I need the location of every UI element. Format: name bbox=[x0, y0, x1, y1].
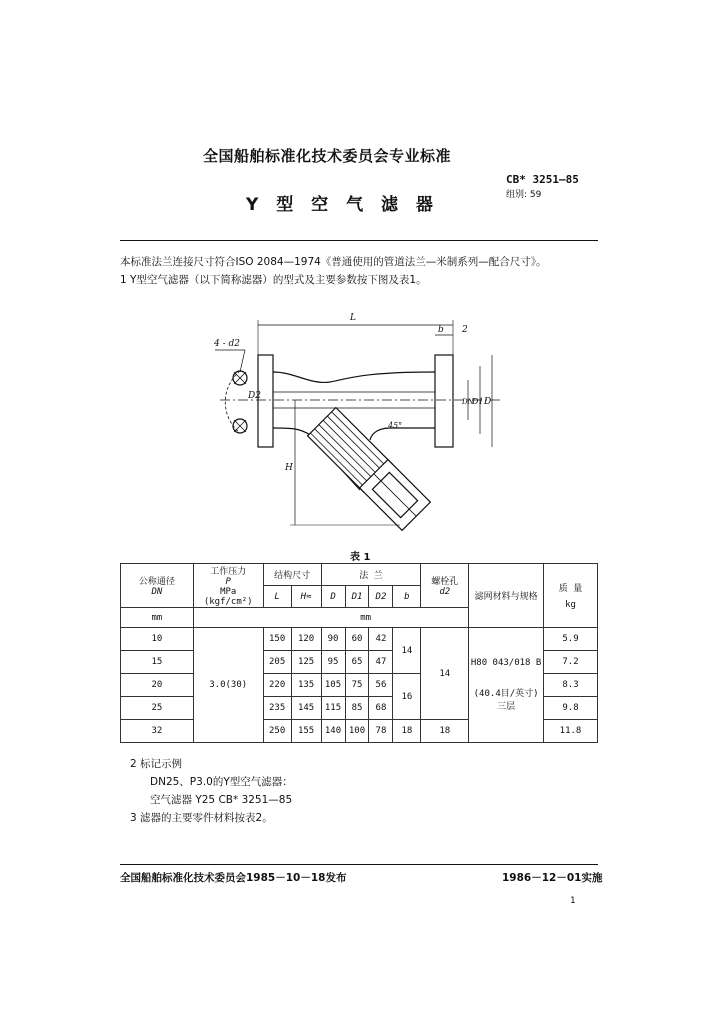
table-row: 15 205 125 95 65 47 7.2 bbox=[121, 651, 598, 674]
intro-text: 本标准法兰连接尺寸符合ISO 2084—1974《普通使用的管道法兰—米制系列—配合尺寸》。 bbox=[120, 256, 547, 268]
th-b: b bbox=[393, 586, 421, 608]
th-dn: 公称通径 DN bbox=[121, 564, 194, 608]
body-top-outline bbox=[273, 372, 435, 382]
d2-14: 14 bbox=[421, 628, 469, 720]
label-4-d2: 4 - d2 bbox=[214, 339, 240, 349]
table-row: 32 250 155 140 100 78 18 18 11.8 bbox=[121, 720, 598, 743]
page-number: 1 bbox=[570, 896, 576, 906]
label-L: L bbox=[350, 313, 356, 323]
th-bolt: 螺栓孔 d2 bbox=[421, 564, 469, 608]
standard-code: CB* 3251—85 bbox=[506, 173, 579, 186]
committee-heading: 全国船舶标准化技术委员会专业标准 bbox=[203, 147, 452, 165]
item-3-text: 3 滤器的主要零件材料按表2。 bbox=[130, 812, 273, 824]
left-flange bbox=[258, 355, 273, 447]
th-D: D bbox=[321, 586, 345, 608]
example-mark: 空气滤器 Y25 CB* 3251—85 bbox=[150, 794, 293, 806]
item-2-text: 2 标记示例 bbox=[130, 758, 183, 770]
y-strainer-drawing bbox=[200, 300, 510, 540]
th-H: H≈ bbox=[291, 586, 321, 608]
label-H: H bbox=[285, 463, 293, 473]
right-flange bbox=[435, 355, 453, 447]
screen-spec: H80 043/018 B (40.4目/英寸) 三层 bbox=[469, 628, 544, 743]
label-2: 2 bbox=[462, 325, 468, 335]
b-16: 16 bbox=[393, 674, 421, 720]
label-b: b bbox=[438, 325, 444, 335]
item-1-text: 1 Y型空气滤器（以下简称滤器）的型式及主要参数按下图及表1。 bbox=[120, 274, 427, 286]
th-mm: mm bbox=[263, 608, 469, 628]
label-D: D bbox=[484, 397, 492, 407]
pressure-value: 3.0(30) bbox=[193, 628, 263, 743]
group-number: 组别: 59 bbox=[506, 190, 542, 200]
b-18: 18 bbox=[393, 720, 421, 743]
effective-date: 1986－12－01实施 bbox=[502, 872, 603, 884]
th-D2: D2 bbox=[369, 586, 393, 608]
th-screen: 滤网材料与规格 bbox=[469, 564, 544, 628]
label-D2: D2 bbox=[248, 391, 261, 401]
d2-18: 18 bbox=[421, 720, 469, 743]
table-row: 25 235 145 115 85 68 9.8 bbox=[121, 697, 598, 720]
label-D1: D1 bbox=[472, 397, 484, 406]
th-struct: 结构尺寸 bbox=[263, 564, 321, 586]
label-45: 45° bbox=[388, 421, 403, 430]
b-14: 14 bbox=[393, 628, 421, 674]
document-title: Y 型 空 气 滤 器 bbox=[246, 195, 439, 215]
table-caption: 表 1 bbox=[350, 552, 371, 563]
bottom-rule bbox=[120, 864, 598, 865]
table-row: 20 220 135 105 75 56 16 8.3 bbox=[121, 674, 598, 697]
th-D1: D1 bbox=[345, 586, 369, 608]
th-weight: 质 量 kg bbox=[544, 564, 598, 628]
table-row: 10 3.0(30) 150 120 90 60 42 14 14 H80 043/018 B (40.4目/英寸) 三层 5.9 bbox=[121, 628, 598, 651]
body-right-lower bbox=[370, 428, 435, 440]
top-rule bbox=[120, 240, 598, 241]
example-description: DN25、P3.0的Y型空气滤器： bbox=[150, 776, 293, 788]
th-flange: 法 兰 bbox=[321, 564, 421, 586]
th-L: L bbox=[263, 586, 291, 608]
label-DN: DN bbox=[462, 398, 474, 406]
th-pressure: 工作压力 P MPa (kgf/cm²) bbox=[193, 564, 263, 608]
th-dn-unit: mm bbox=[121, 608, 194, 628]
spec-table bbox=[120, 563, 598, 743]
issued-date: 全国船舶标准化技术委员会1985－10－18发布 bbox=[120, 872, 347, 884]
